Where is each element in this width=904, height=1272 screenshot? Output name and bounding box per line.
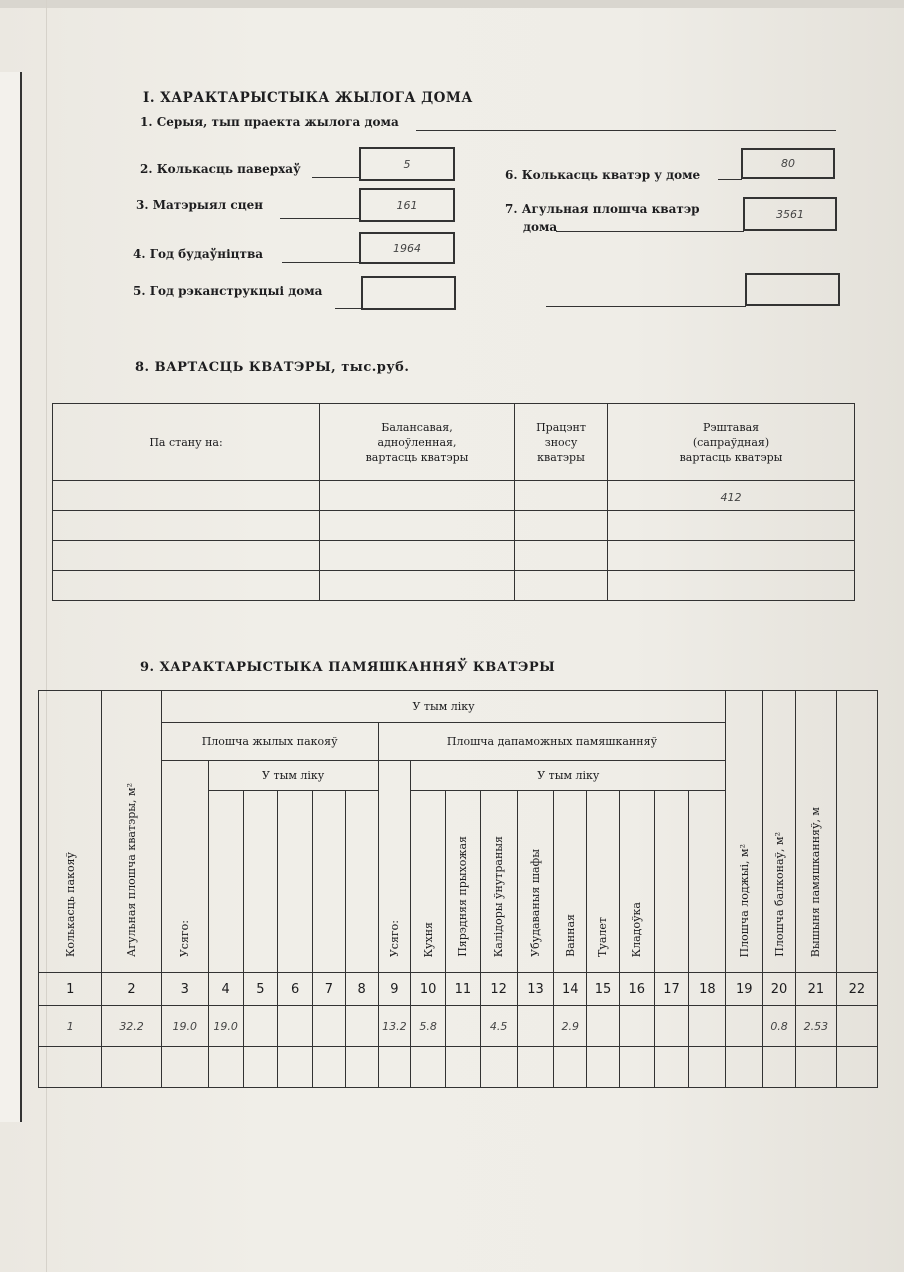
col-number: 13 [517,973,554,1006]
header-toilet: Туалет [587,791,620,973]
residual-value: 412 [720,491,742,504]
col-number: 7 [313,973,346,1006]
col-number: 1 [39,973,102,1006]
col-number: 17 [654,973,689,1006]
item4-value-box: 1964 [359,232,455,264]
cell-living-total: 19.0 [161,1006,208,1047]
col-number: 3 [161,973,208,1006]
header-aux-including: У тым ліку [411,761,726,791]
header-total-area: Агульная плошча кватэры, м² [102,691,161,973]
col-number: 15 [587,973,620,1006]
top-edge [0,0,904,8]
item3-line [280,218,360,219]
header-wear-percent: Працэнт зносу кватэры [515,404,608,481]
col-number: 21 [795,973,836,1006]
item5-label: 5. Год рэканструкцыі дома [133,284,323,298]
col-number: 14 [554,973,587,1006]
table-row [39,1047,878,1088]
item7-line [556,231,744,232]
section9-title: 9. ХАРАКТАРЫСТЫКА ПАМЯШКАННЯЎ КВАТЭРЫ [140,660,556,675]
header-balance-value: Балансавая, адноўленная, вартасць кватэры [320,404,515,481]
header-as-of: Па стану на: [53,404,320,481]
item1-label: 1. Серыя, тып праекта жылога дома [140,115,399,129]
header-col22 [836,691,877,973]
item2-label: 2. Колькасць паверхаў [140,162,301,176]
table-row [53,511,855,541]
header-loggia: Плошча лоджыі, м² [726,691,763,973]
header-closet: Убудаваныя шафы [517,791,554,973]
cell-height: 2.53 [795,1006,836,1047]
header-residual-value: Рэштавая (сапраўдная) вартасць кватэры [608,404,855,481]
header-balcony: Плошча балконаў, м² [763,691,796,973]
item4-line [282,262,360,263]
col-number: 4 [208,973,243,1006]
col-number: 6 [278,973,313,1006]
header-corridor: Калідоры ўнутраныя [480,791,517,973]
item6-line [718,179,742,180]
header-living-including: У тым ліку [208,761,378,791]
item5-value-box [361,276,456,310]
item7-label: 7. Агульная плошча кватэр [505,202,700,216]
rooms-table [38,690,878,1088]
item6-value-box: 80 [741,148,835,179]
section1-title: I. ХАРАКТАРЫСТЫКА ЖЫЛОГА ДОМА [143,90,473,106]
header-pantry: Кладоўка [619,791,654,973]
blank-value-box [745,273,840,306]
header-hall: Пярэдняя прыхожая [446,791,481,973]
table-row [53,541,855,571]
header-living-total: Усяго: [161,761,208,973]
header-bath: Ванная [554,791,587,973]
cell-aux-total: 13.2 [378,1006,411,1047]
section8-title: 8. ВАРТАСЦЬ КВАТЭРЫ, тыс.руб. [135,360,410,375]
item5-line [335,308,361,309]
table-row [53,571,855,601]
col-number: 12 [480,973,517,1006]
item4-label: 4. Год будаўніцтва [133,247,264,261]
cell-total-area: 32.2 [102,1006,161,1047]
cell-living-1: 19.0 [208,1006,243,1047]
header-including: У тым ліку [161,691,726,723]
item1-line [416,130,836,131]
header-aux-total: Усяго: [378,761,411,973]
cell-balcony: 0.8 [763,1006,796,1047]
item2-line [312,177,360,178]
header-height: Вышыня памяшканняў, м [795,691,836,973]
col-number: 5 [243,973,278,1006]
col-number: 9 [378,973,411,1006]
col-number: 16 [619,973,654,1006]
cell-rooms: 1 [39,1006,102,1047]
cell-kitchen: 5.8 [411,1006,446,1047]
left-page-edge [0,72,22,1122]
item3-value-box: 161 [359,188,455,222]
col-number: 2 [102,973,161,1006]
item2-value-box: 5 [359,147,455,181]
header-living-area: Плошча жылых пакояў [161,723,378,761]
table-header-row [53,404,855,481]
cell-corridor: 4.5 [480,1006,517,1047]
col-number: 20 [763,973,796,1006]
blank-line [546,306,746,307]
table-row [53,481,855,511]
col-number: 10 [411,973,446,1006]
col-number: 22 [836,973,877,1006]
col-number: 8 [345,973,378,1006]
header-rooms-count: Колькасць пакояў [39,691,102,973]
apartment-value-table [52,403,855,601]
table-row [39,1006,878,1047]
header-kitchen: Кухня [411,791,446,973]
column-numbers-row [39,973,878,1006]
item6-label: 6. Колькасць кватэр у доме [505,168,701,182]
col-number: 19 [726,973,763,1006]
cell-bath: 2.9 [554,1006,587,1047]
item7-value-box: 3561 [743,197,837,231]
header-aux-area: Плошча дапаможных памяшканняў [378,723,726,761]
item3-label: 3. Матэрыял сцен [136,198,264,212]
item7-label-2: дома [523,220,558,234]
col-number: 18 [689,973,726,1006]
col-number: 11 [446,973,481,1006]
